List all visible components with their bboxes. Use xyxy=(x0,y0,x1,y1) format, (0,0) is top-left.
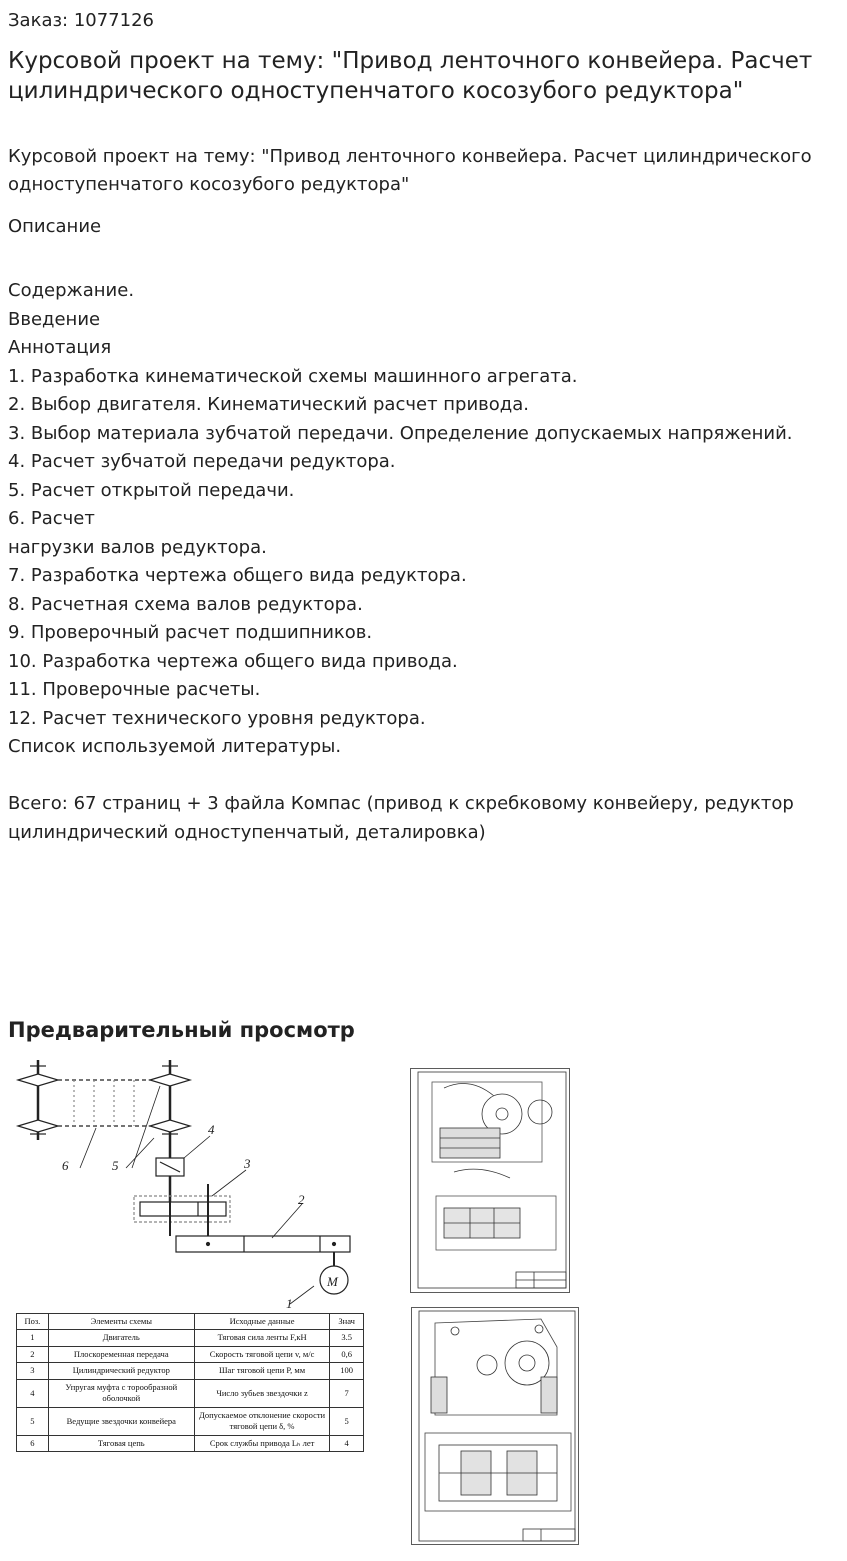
table-cell: 4 xyxy=(17,1379,49,1407)
scheme-label-4: 4 xyxy=(208,1122,215,1137)
table-cell: Шаг тяговой цепи P, мм xyxy=(194,1363,330,1379)
scheme-label-5: 5 xyxy=(112,1158,119,1173)
page-subtitle: Курсовой проект на тему: "Привод ленточного конвейера. Расчет цилиндрического одноступенчатого косозубого редуктора" xyxy=(8,146,812,195)
table-cell: Тяговая цепь xyxy=(48,1435,194,1451)
table-cell: 1 xyxy=(17,1330,49,1346)
table-cell: 3 xyxy=(17,1363,49,1379)
table-cell: Двигатель xyxy=(48,1330,194,1346)
table-cell: 3.5 xyxy=(330,1330,364,1346)
scheme-label-2: 2 xyxy=(298,1192,305,1207)
table-header-row xyxy=(17,1314,364,1330)
description-body: Содержание. Введение Аннотация 1. Разработка кинематической схемы машинного агрегата. 2. Выбор двигателя. Кинематический расчет привода. 3. Выбор материала зубчатой передачи. Определение допускаемых напряжений. 4. Расчет зубчатой передачи редуктора. 5. Расчет открытой передачи. 6. Расчет нагрузки валов редуктора. 7. Разработка чертежа общего вида редуктора. 8. Расчетная схема валов редуктора. 9. Проверочный расчет подшипников. 10. Разработка чертежа общего вида привода. 11. Проверочные расчеты. 12. Расчет технического уровня редуктора. Список используемой литературы. Всего: 67 страниц + 3 файла Компас (привод к скребковому конвейеру, редуктор цилиндрический одноступенчатый, деталировка) xyxy=(8,280,794,843)
table-cell: Ведущие звездочки конвейера xyxy=(48,1407,194,1435)
motor-label: M xyxy=(327,1274,338,1289)
drawing-thumbnail-reducer xyxy=(411,1307,579,1545)
scheme-label-3: 3 xyxy=(244,1156,251,1171)
table-row xyxy=(17,1346,364,1362)
table-cell: Упругая муфта с торообразной оболочкой xyxy=(48,1379,194,1407)
table-cell: 5 xyxy=(330,1407,364,1435)
table-cell: 100 xyxy=(330,1363,364,1379)
table-row xyxy=(17,1407,364,1435)
description-heading: Описание xyxy=(8,216,102,237)
table-header-cell: Исходные данные xyxy=(194,1314,330,1330)
table-cell: 0,6 xyxy=(330,1346,364,1362)
table-cell: Плоскоременная передача xyxy=(48,1346,194,1362)
preview-heading: Предварительный просмотр xyxy=(8,1018,355,1042)
scheme-label-6: 6 xyxy=(62,1158,69,1173)
table-header-cell: Знач xyxy=(330,1314,364,1330)
table-row xyxy=(17,1435,364,1451)
scheme-label-1: 1 xyxy=(286,1296,293,1310)
table-cell: Число зубьев звездочки z xyxy=(194,1379,330,1407)
table-cell: 5 xyxy=(17,1407,49,1435)
table-cell: Скорость тяговой цепи v, м/с xyxy=(194,1346,330,1362)
table-header-cell: Поз. xyxy=(17,1314,49,1330)
drawing-thumbnail-drive xyxy=(410,1068,570,1293)
elements-table xyxy=(16,1313,364,1452)
order-number: Заказ: 1077126 xyxy=(8,10,154,31)
table-cell: 2 xyxy=(17,1346,49,1362)
table-cell: Цилиндрический редуктор xyxy=(48,1363,194,1379)
page-title: Курсовой проект на тему: "Привод ленточного конвейера. Расчет цилиндрического одноступенчатого косозубого редуктора" xyxy=(8,48,813,104)
table-row xyxy=(17,1363,364,1379)
table-cell: Срок службы привода Lₕ лет xyxy=(194,1435,330,1451)
table-cell: 4 xyxy=(330,1435,364,1451)
table-cell: Тяговая сила ленты F,кН xyxy=(194,1330,330,1346)
table-cell: 7 xyxy=(330,1379,364,1407)
kinematic-scheme-image xyxy=(14,1058,359,1310)
table-cell: Допускаемое отклонение скорости тяговой цепи δ, % xyxy=(194,1407,330,1435)
table-cell: 6 xyxy=(17,1435,49,1451)
table-row xyxy=(17,1379,364,1407)
table-header-cell: Элементы схемы xyxy=(48,1314,194,1330)
table-row xyxy=(17,1330,364,1346)
